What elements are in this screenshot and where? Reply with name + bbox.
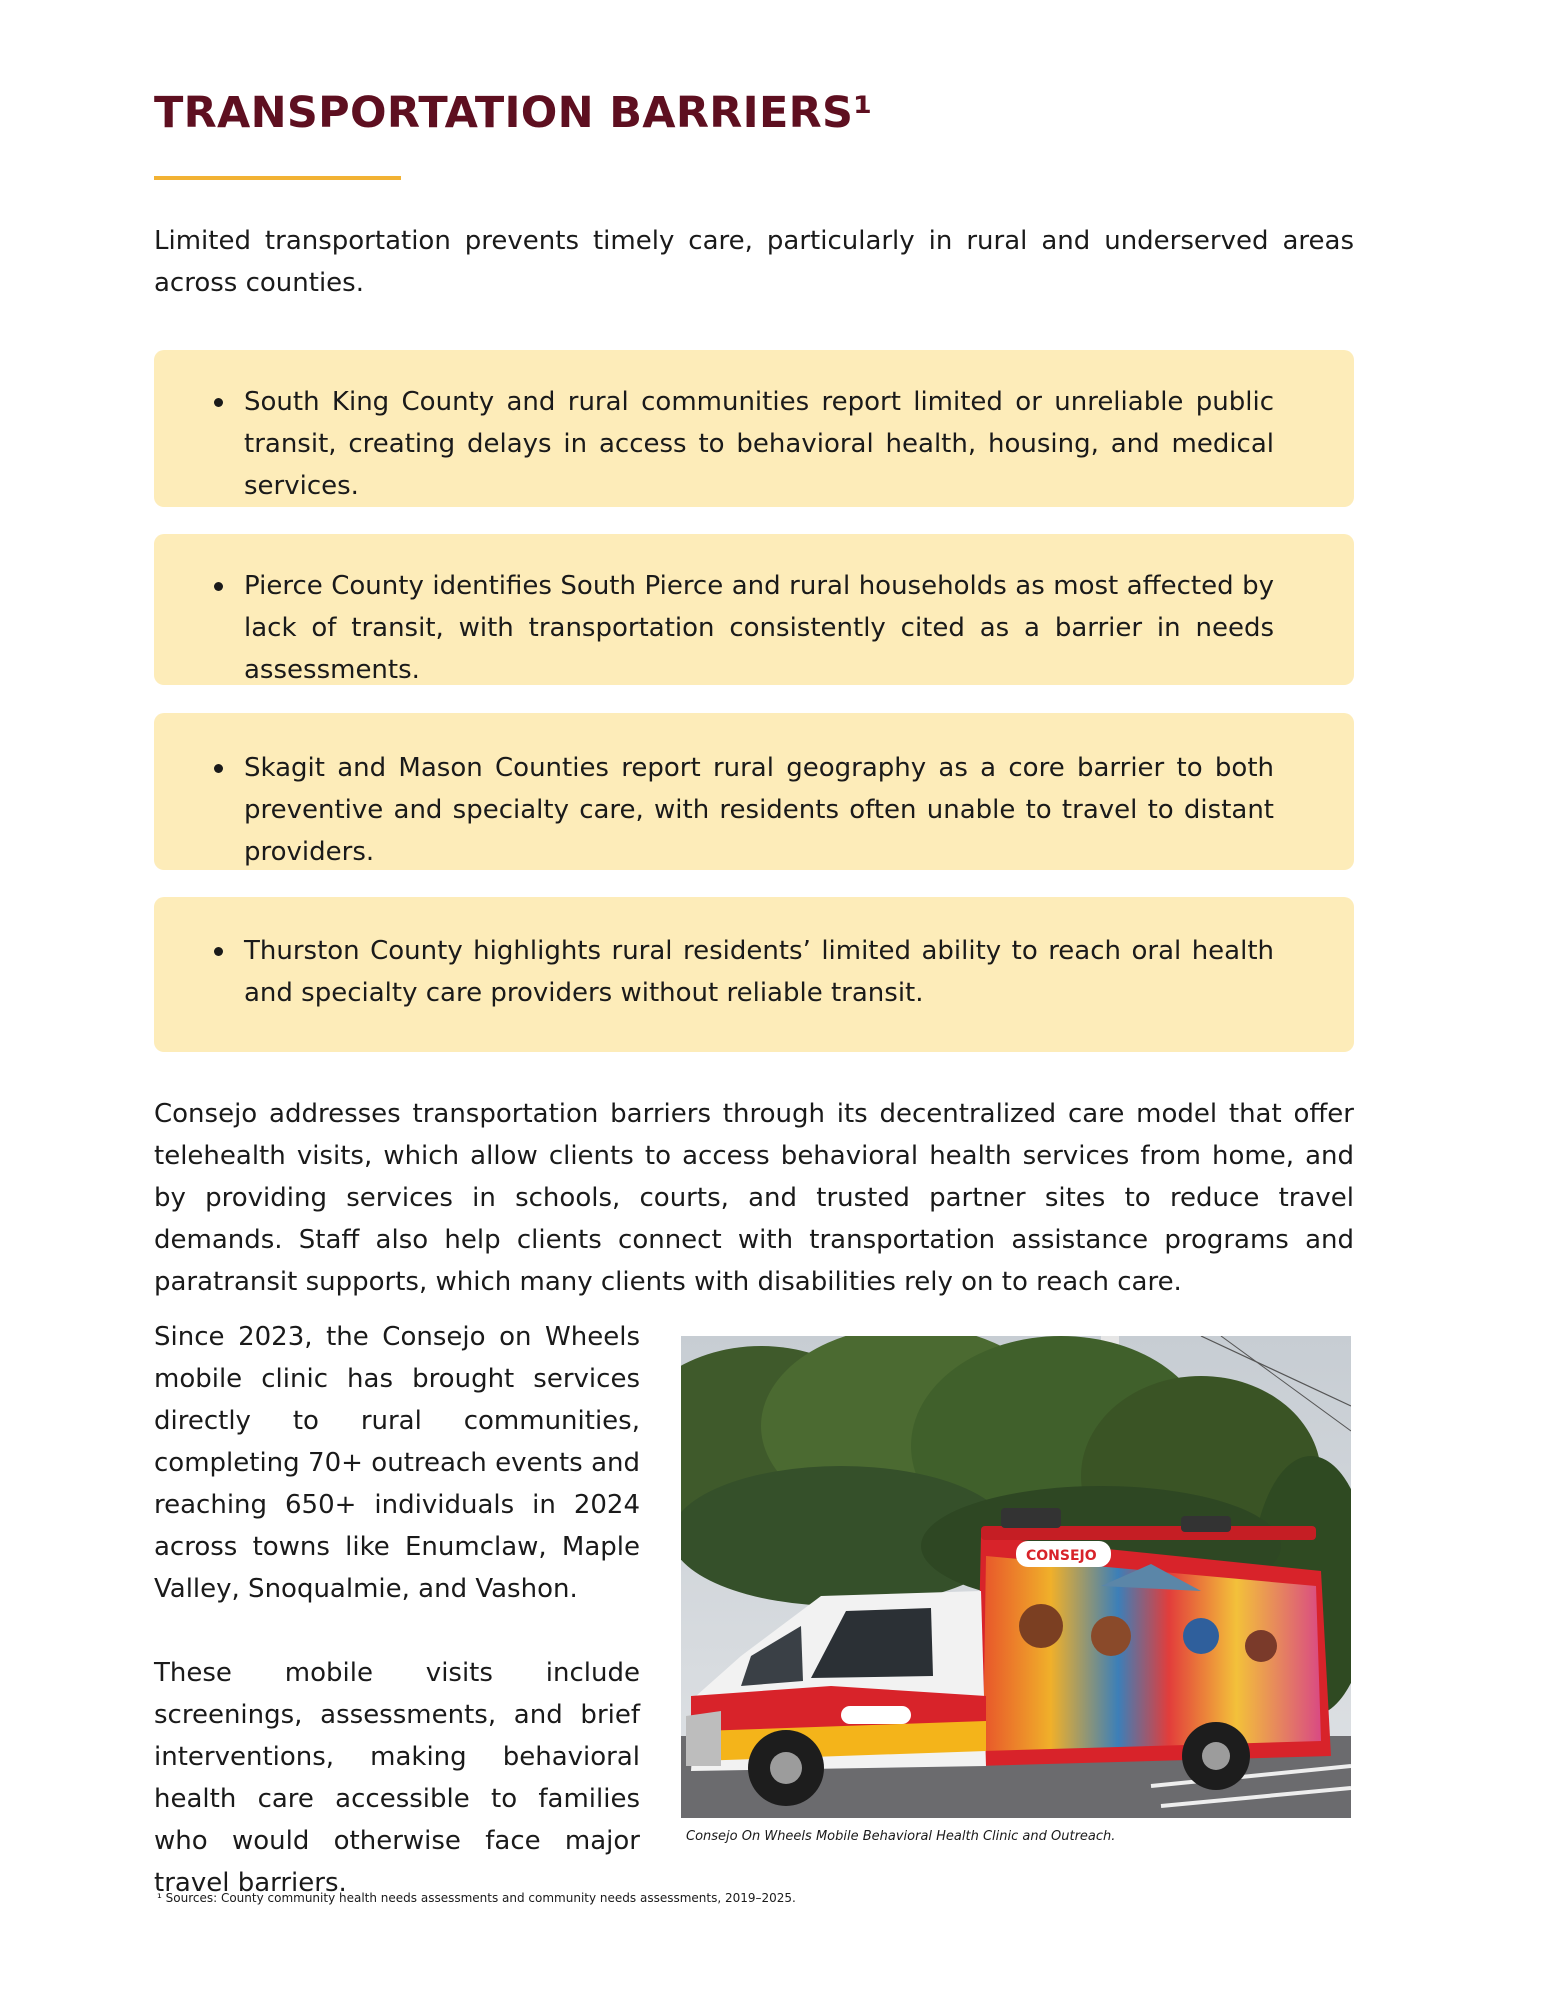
page: [154, 0, 1354, 1999]
bus-logo-text: CONSEJO: [1026, 1548, 1097, 1564]
bullet-icon: [214, 764, 223, 773]
mobile-clinic-photo: [681, 1336, 1351, 1818]
bullet-icon: [214, 398, 223, 407]
bullet-icon: [214, 582, 223, 591]
callout-text: South King County and rural communities report limited or unreliable public transit, creating delays in access to behavioral health, housing, and medical services.: [244, 387, 1274, 501]
mobile-paragraph: Since 2023, the Consejo on Wheels mobile clinic has brought services directly to rural communities, completing 70+ outreach events and reaching 650+ individuals in 2024 across towns like Enumclaw, Maple Valley, Snoqualmie, and Vashon.: [154, 1322, 640, 1604]
callout-text: Thurston County highlights rural residents’ limited ability to reach oral health and specialty care providers without reliable transit.: [244, 936, 1274, 1008]
mobile-clinic-text: [154, 1316, 640, 1904]
body-paragraph: Consejo addresses transportation barriers through its decentralized care model that offer telehealth visits, which allow clients to access behavioral health services from home, and by providing services in schools, courts, and trusted partner sites to reduce travel demands. Staff also help clients connect with transportation assistance programs and paratransit supports, which many clients with disabilities rely on to reach care.: [154, 1099, 1354, 1297]
list-item: [244, 565, 1274, 691]
title-underline: [154, 176, 401, 180]
bus-illustration: [681, 1336, 1351, 1818]
page-title: TRANSPORTATION BARRIERS¹: [154, 88, 873, 138]
list-item: [244, 930, 1274, 1014]
mobile-paragraph: These mobile visits include screenings, assessments, and brief interventions, making behavioral health care accessible to families who would otherwise face major travel barriers.: [154, 1658, 640, 1898]
list-item: [244, 747, 1274, 873]
callout-thurston: [154, 897, 1354, 1052]
intro-paragraph: Limited transportation prevents timely care, particularly in rural and underserved areas across counties.: [154, 226, 1354, 298]
callout-south-king: [154, 350, 1354, 507]
list-item: [244, 381, 1274, 507]
footnote: ¹ Sources: County community health needs assessments and community needs assessments, 2019–2025.: [157, 1891, 796, 1905]
callout-text: Pierce County identifies South Pierce and rural households as most affected by lack of transit, with transportation consistently cited as a barrier in needs assessments.: [244, 571, 1274, 685]
callout-pierce: [154, 534, 1354, 685]
bullet-icon: [214, 947, 223, 956]
callout-text: Skagit and Mason Counties report rural geography as a core barrier to both preventive and specialty care, with residents often unable to travel to distant providers.: [244, 753, 1274, 867]
photo-caption: Consejo On Wheels Mobile Behavioral Health Clinic and Outreach.: [686, 1829, 1116, 1844]
callout-skagit-mason: [154, 713, 1354, 870]
